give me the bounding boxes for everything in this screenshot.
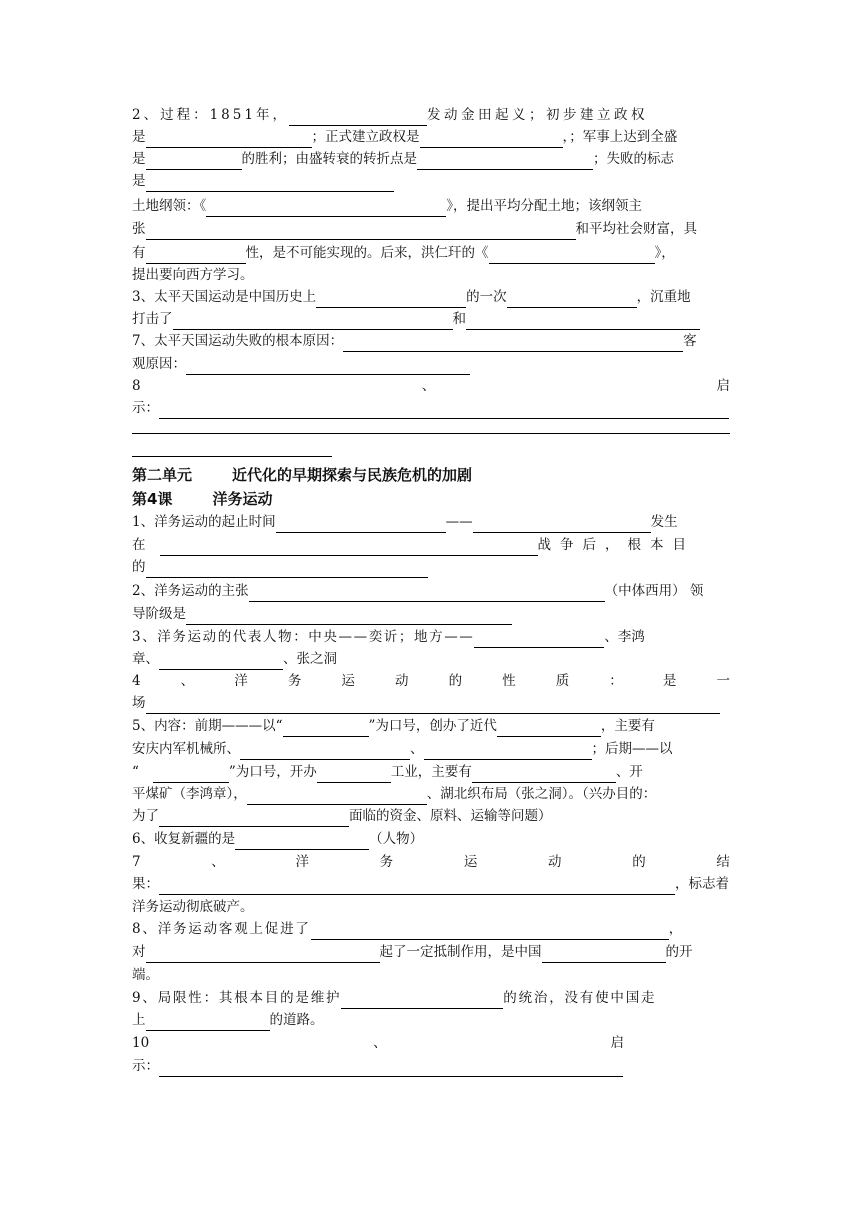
line-q9 <box>132 987 730 1009</box>
text: 是 <box>132 129 146 145</box>
text: 面临的资金、原料、运输等问题） <box>349 808 552 824</box>
line-failure-mark <box>132 170 730 192</box>
answer-blank[interactable] <box>132 456 332 457</box>
text: 、 <box>180 673 195 689</box>
text: 的道路。 <box>269 1012 324 1028</box>
line-hong-rengan <box>132 242 730 264</box>
unit-title: 第二单元 <box>132 466 193 484</box>
text: 的统治，没有使中国走 <box>503 990 657 1006</box>
answer-blank[interactable] <box>173 314 453 330</box>
line-q5-cont1 <box>132 738 730 760</box>
text: 、 <box>373 1035 387 1051</box>
answer-blank[interactable] <box>247 789 427 805</box>
text: 、开 <box>615 764 643 780</box>
text: 有 <box>132 245 146 261</box>
answer-blank[interactable] <box>240 744 410 760</box>
text: 张 <box>132 221 146 237</box>
answer-blank[interactable] <box>146 176 394 192</box>
text: 的 <box>448 673 463 689</box>
answer-blank[interactable] <box>466 314 700 330</box>
text: 运 <box>463 854 478 870</box>
line-q4 <box>132 670 730 692</box>
answer-blank[interactable] <box>146 947 380 963</box>
text: 的胜利；由盛转衰的转折点是 <box>241 151 417 167</box>
line-process <box>132 104 730 126</box>
unit-subtitle: 近代化的早期探索与民族危机的加剧 <box>232 466 473 484</box>
text: 7、太平天国运动失败的根本原因： <box>132 333 344 349</box>
text: （中体西用） 领 <box>604 583 704 599</box>
answer-blank[interactable] <box>289 110 427 126</box>
line-q10-cont <box>132 1055 730 1077</box>
answer-blank[interactable] <box>159 879 675 895</box>
answer-blank[interactable] <box>146 154 242 170</box>
line-q6 <box>132 828 730 850</box>
text: 起了一定抵制作用，是中国 <box>379 944 542 960</box>
text: 是 <box>662 673 677 689</box>
text: 观原因： <box>132 356 186 372</box>
text: 结 <box>716 854 730 870</box>
answer-blank[interactable] <box>489 248 655 264</box>
answer-blank[interactable] <box>249 586 605 602</box>
line-q4-cont <box>132 692 730 714</box>
line-q3 <box>132 626 730 648</box>
text: 8、洋务运动客观上促进了 <box>132 921 311 937</box>
text: 的开 <box>665 944 693 960</box>
text: ，沉重地 <box>636 289 691 305</box>
text: 提出要向西方学习。 <box>132 267 254 283</box>
text: 5、内容：前期———以“ <box>132 718 283 734</box>
answer-blank[interactable] <box>542 947 666 963</box>
answer-blank[interactable] <box>186 359 470 375</box>
answer-blank[interactable] <box>146 562 428 578</box>
line-q8 <box>132 375 730 397</box>
text: 10 <box>132 1035 150 1051</box>
line-q1-purpose <box>132 556 730 578</box>
line-q5-cont4 <box>132 805 730 827</box>
answer-blank[interactable] <box>235 834 369 850</box>
line-learn-west <box>132 264 730 286</box>
answer-blank[interactable] <box>317 767 391 783</box>
text: 务 <box>287 673 302 689</box>
text: 性，是不可能实现的。后来，洪仁玕的《 <box>245 245 489 261</box>
answer-blank[interactable] <box>159 654 283 670</box>
text: 导阶级是 <box>132 606 186 622</box>
answer-blank[interactable] <box>206 201 446 217</box>
text: 安庆内军机械所、 <box>132 741 240 757</box>
text: 、 <box>421 378 436 394</box>
text: ， <box>668 921 683 937</box>
text: 章、 <box>132 651 159 667</box>
text: 的 <box>632 854 646 870</box>
line-q7 <box>132 851 730 873</box>
line-q1-cont <box>132 534 730 556</box>
line-q5-cont2 <box>132 761 730 783</box>
text: 场 <box>132 695 146 711</box>
line-q1 <box>132 511 730 533</box>
text: 发动金田起义；初步建立政权 <box>426 107 648 123</box>
line-program-claim <box>132 218 730 240</box>
line-q3-cont <box>132 308 730 330</box>
answer-blank[interactable] <box>146 248 246 264</box>
line-turning-point <box>132 148 730 170</box>
unit-heading <box>132 464 472 486</box>
text: 9、局限性：其根本目的是维护 <box>132 990 342 1006</box>
text: 客 <box>683 333 697 349</box>
text: ，主要有 <box>600 718 655 734</box>
line-q5 <box>132 715 730 737</box>
line-q2 <box>132 580 730 602</box>
text: 》，提出平均分配土地；该纲领主 <box>446 198 642 214</box>
answer-blank[interactable] <box>497 721 601 737</box>
text: 动 <box>394 673 409 689</box>
text: 为了 <box>132 808 159 824</box>
text: 动 <box>548 854 562 870</box>
text: 工业，主要有 <box>390 764 472 780</box>
answer-blank[interactable] <box>341 993 503 1009</box>
text: 、 <box>211 854 225 870</box>
text: ，标志着 <box>675 876 729 892</box>
text: 、李鸿 <box>604 629 645 645</box>
line-q5-cont3 <box>132 783 730 805</box>
lesson-title: 第4课 <box>132 490 173 508</box>
answer-blank[interactable] <box>146 1015 270 1031</box>
answer-blank[interactable] <box>159 811 349 827</box>
text: ”为口号，开办 <box>228 764 317 780</box>
text: ；正式建立政权是 <box>311 129 420 145</box>
text: ，；军事上达到全盛 <box>562 129 678 145</box>
answer-blank[interactable] <box>146 698 720 714</box>
answer-blank[interactable] <box>343 336 683 352</box>
text: 平煤矿（李鸿章）， <box>132 786 247 802</box>
text: 和平均社会财富，具 <box>575 221 697 237</box>
answer-blank[interactable] <box>146 132 312 148</box>
text: 3、洋务运动的代表人物：中央——奕䜣；地方—— <box>132 629 475 645</box>
answer-blank[interactable] <box>159 1061 623 1077</box>
text: 洋务运动彻底破产。 <box>132 899 254 915</box>
text: 上 <box>132 1012 146 1028</box>
text: 、湖北织布局（张之洞）。（兴办目的： <box>426 786 657 802</box>
answer-blank[interactable] <box>424 744 592 760</box>
line-q3-cont <box>132 648 730 670</box>
text: 是 <box>132 151 146 167</box>
line-q9-cont <box>132 1009 730 1031</box>
text: ；失败的标志 <box>593 151 674 167</box>
text: 一 <box>716 673 730 689</box>
line-q8-cont <box>132 397 730 419</box>
text: 洋 <box>234 673 248 689</box>
line-q7-cont <box>132 353 730 375</box>
answer-blank[interactable] <box>420 132 563 148</box>
text: 和 <box>452 311 466 327</box>
text: 2、洋务运动的主张 <box>132 583 249 599</box>
lesson-heading <box>132 488 272 510</box>
text: 4 <box>132 673 141 689</box>
text: 果： <box>132 876 159 892</box>
line-land-program <box>132 195 730 217</box>
answer-blank[interactable] <box>132 433 730 434</box>
answer-blank[interactable] <box>159 403 729 419</box>
text: 、张之洞 <box>283 651 337 667</box>
text: 质 <box>555 673 570 689</box>
text: 的 <box>132 559 146 575</box>
text: 发生 <box>650 514 678 530</box>
text: 8 <box>132 378 141 394</box>
line-q7 <box>132 330 730 352</box>
text: ： <box>609 673 623 689</box>
answer-blank[interactable] <box>276 517 446 533</box>
text: ”为口号，创办了近代 <box>368 718 497 734</box>
text: 运 <box>341 673 355 689</box>
line-q8-cont <box>132 941 730 963</box>
text: 的一次 <box>466 289 507 305</box>
text: 》， <box>654 245 675 261</box>
answer-blank[interactable] <box>473 517 651 533</box>
text: 洋 <box>295 854 309 870</box>
answer-blank[interactable] <box>507 292 637 308</box>
line-q7-cont <box>132 873 730 895</box>
text: 示： <box>132 1058 159 1074</box>
answer-blank[interactable] <box>311 924 669 940</box>
text: 启 <box>716 378 730 394</box>
answer-blank[interactable] <box>186 609 512 625</box>
answer-blank[interactable] <box>146 224 576 240</box>
line-q8-end <box>132 964 730 986</box>
answer-blank[interactable] <box>472 767 616 783</box>
text: 2、过程：1851年， <box>132 107 289 123</box>
text: 、 <box>410 741 424 757</box>
text: 对 <box>132 944 146 960</box>
answer-blank[interactable] <box>153 767 229 783</box>
answer-blank[interactable] <box>474 632 604 648</box>
line-q7-end <box>132 896 730 918</box>
text: 打击了 <box>132 311 173 327</box>
answer-blank[interactable] <box>160 540 538 556</box>
text: 战争后，根本目 <box>537 537 695 553</box>
line-q2-cont <box>132 603 730 625</box>
text: 启 <box>610 1035 624 1051</box>
text: 性 <box>502 673 516 689</box>
line-q10 <box>132 1032 624 1054</box>
text: —— <box>445 514 473 530</box>
text: 土地纲领：《 <box>132 198 207 214</box>
answer-blank[interactable] <box>316 292 466 308</box>
line-q3 <box>132 286 730 308</box>
line-q8 <box>132 918 730 940</box>
lesson-subtitle: 洋务运动 <box>212 490 273 508</box>
text: 7 <box>132 854 141 870</box>
text: 在 <box>132 537 146 553</box>
text: 是 <box>132 173 146 189</box>
line-regime <box>132 126 730 148</box>
text: ；后期——以 <box>591 741 673 757</box>
text: 3、太平天国运动是中国历史上 <box>132 289 317 305</box>
text: 示： <box>132 400 159 416</box>
answer-blank[interactable] <box>417 154 593 170</box>
text: （人物） <box>369 831 424 847</box>
text: “ <box>132 764 139 780</box>
text: 务 <box>379 854 394 870</box>
text: 1、洋务运动的起止时间 <box>132 514 276 530</box>
answer-blank[interactable] <box>283 721 369 737</box>
text: 端。 <box>132 967 159 983</box>
text: 6、收复新疆的是 <box>132 831 236 847</box>
